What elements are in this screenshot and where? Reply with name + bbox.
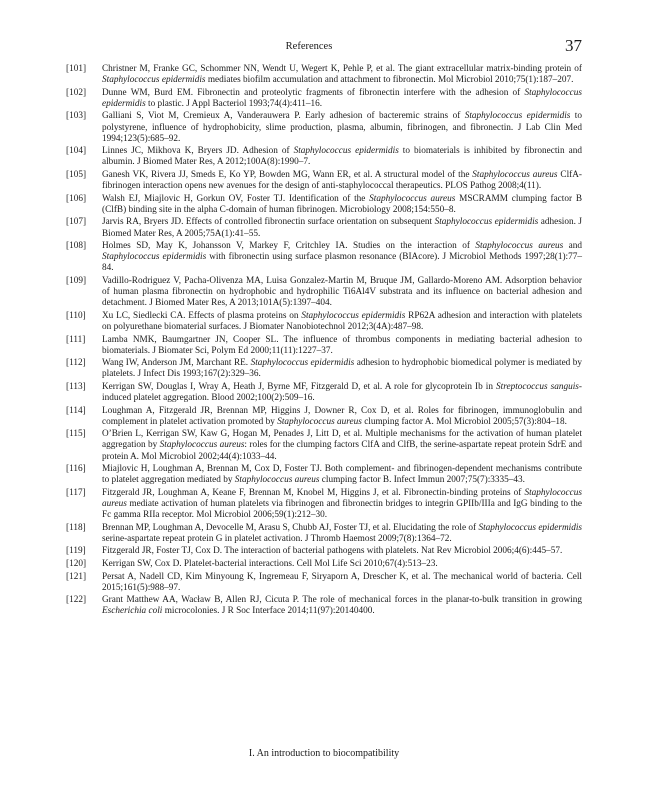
reference-entry [66,88,582,110]
reference-text-segment: Holmes SD, May K, Johansson V, Markey F, Critchley IA. Studies on the interaction of [102,241,476,252]
reference-text-segment: Kerrigan SW, Cox D. Platelet-bacterial interactions. Cell Mol Life Sci 2010;67(4):513–23. [102,558,438,569]
reference-text-segment: Fitzgerald JR, Loughman A, Keane F, Brennan M, Knobel M, Higgins J, et al. Fibronectin-binding proteins of [102,487,525,498]
reference-text-segment: with fibronectin using surface plasmon resonance (BIAcore). J Microbiol Methods 1997;28(1):77–84. [102,252,582,274]
reference-entry [66,335,582,357]
reference-text-segment: Christner M, Franke GC, Schommer NN, Wendt U, Wegert K, Pehle P, et al. The giant extracellular matrix-binding protein of [102,64,582,74]
reference-number: [114] [66,405,86,416]
species-name: Escherichia coli [102,606,163,617]
reference-text-segment: Linnes JC, Mikhova K, Bryers JD. Adhesion of [102,146,294,157]
reference-text [102,146,582,168]
reference-entry [66,382,582,404]
reference-text [102,88,582,110]
reference-text [102,276,582,309]
reference-text [102,546,582,557]
reference-text [102,488,582,521]
reference-entry [66,559,582,570]
species-name: Staphylococcus aureus [234,475,320,486]
reference-text-segment: Jarvis RA, Bryers JD. Effects of controlled fibronectin surface orientation on subsequent [102,217,435,228]
reference-entry [66,358,582,380]
reference-number: [118] [66,522,86,533]
reference-text-segment: Walsh EJ, Miajlovic H, Gorkun OV, Foster TJ. Identification of the [102,193,370,204]
reference-number: [108] [66,241,87,252]
species-name: Staphylococcus aureus [472,169,558,180]
reference-text-segment: Dunne WM, Burd EM. Fibronectin and proteolytic fragments of fibronectin interfere with the adhesion of [102,87,525,98]
reference-text [102,572,582,594]
page-number: 37 [565,36,582,55]
reference-entry [66,311,582,333]
reference-number: [111] [66,334,86,345]
reference-text [102,595,582,617]
reference-entry [66,194,582,216]
reference-entry [66,429,582,462]
reference-number: [122] [66,595,87,606]
species-name: Staphylococcus epidermidis [434,217,539,228]
reference-entry [66,170,582,192]
species-name: Staphylococcus epidermidis [478,522,582,533]
reference-entry [66,572,582,594]
reference-text-segment: adhesion. J Biomed Mater Res, A 2005;75A(1):41–55. [102,217,582,239]
reference-list [66,64,582,619]
species-name: Staphylococcus aureus [277,416,362,427]
reference-text-segment: serine-aspartate repeat protein G in platelet activation. J Thromb Haemost 2009;7(8):1364–72. [102,533,452,544]
reference-number: [102] [66,87,87,98]
reference-text [102,406,582,428]
reference-text [102,217,582,239]
reference-text-segment: Kerrigan SW, Douglas I, Wray A, Heath J, Byrne MF, Fitzgerald D, et al. A role for glycoprotein Ib in [102,381,497,392]
reference-number: [107] [66,217,87,228]
reference-text-segment: Persat A, Nadell CD, Kim Minyoung K, Ingremeau F, Siryaporn A, Drescher K, et al. The mechanical world of bacteria. Cell 2015;161(5):988–97. [102,571,582,593]
reference-text-segment: O’Brien L, Kerrigan SW, Kaw G, Hogan M, Penades J, Litt D, et al. Multiple mechanisms for the activation of human platelet aggregation by [102,429,582,451]
reference-text-segment: and [563,241,582,252]
reference-number: [104] [66,146,87,157]
reference-entry [66,406,582,428]
reference-text-segment: to polystyrene, influence of hydrophobicity, slime production, plasma, albumin, fibrinogen, and fibronectin. J Lab Clin Med 1994;123(5):685–92. [102,111,583,144]
reference-text-segment: MSCRAMM clumping factor B (ClfB) binding site in the alpha C-domain of human fibrinogen. Microbiology 2008;154:550–8. [102,193,583,215]
reference-text-segment: Lamba NMK, Baumgartner JN, Cooper SL. The influence of thrombus components in mediating bacterial adhesion to biomaterials. J Biomater Sci, Polym Ed 2000;11(11):1227–37. [102,334,582,356]
reference-text-segment: to biomaterials is inhibited by fibronectin and albumin. J Biomed Mater Res, A 2012;100A(8):1990–7. [102,146,582,168]
species-name: Staphylococcus epidermidis [464,111,571,122]
reference-number: [116] [66,464,86,475]
reference-text-segment: to plastic. J Appl Bacteriol 1993;74(4):411–16. [145,98,323,109]
reference-number: [106] [66,193,87,204]
species-name: Staphylococcus aureus [102,487,582,510]
reference-text-segment: RP62A adhesion and interaction with platelets on polyurethane biomaterial surfaces. J Biomater Nanobiotechnol 2012;3(4A):487–98. [102,310,582,332]
reference-text-segment: Loughman A, Fitzgerald JR, Brennan MP, Higgins J, Downer R, Cox D, et al. Roles for fibrinogen, immunoglobulin and complement in platelet activation promoted by [102,405,582,427]
species-name: Staphylococcus epidermidis [301,310,406,321]
reference-text [102,194,582,216]
reference-text-segment: : roles for the clumping factors ClfA and ClfB, the serine-aspartate repeat protein SdrE and protein A. Mol Microbiol 2002;44(4):1033–44. [102,440,583,462]
reference-number: [105] [66,169,87,180]
reference-text [102,358,582,380]
reference-text [102,170,582,192]
reference-text-segment: -induced platelet aggregation. Blood 2002;100(2):509–16. [102,381,582,404]
running-title: References [285,41,333,52]
reference-text [102,311,582,333]
reference-text-segment: adhesion to hydrophobic biomedical polymer is mediated by platelets. J Infect Dis 1993;167(2):329–36. [102,358,583,380]
reference-text [102,429,582,462]
species-name: Staphylococcus epidermidis [102,252,207,263]
reference-entry [66,64,582,86]
reference-entry [66,595,582,617]
reference-entry [66,488,582,521]
reference-number: [101] [66,64,87,74]
species-name: Staphylococcus aureus [369,193,456,204]
reference-number: [112] [66,358,86,369]
reference-number: [120] [66,558,87,569]
species-name: Staphylococcus epidermidis [102,87,582,109]
reference-text-segment: Ganesh VK, Rivera JJ, Smeds E, Ko YP, Bowden MG, Wann ER, et al. A structural model of the [102,169,473,180]
reference-text [102,111,582,144]
reference-text [102,559,582,570]
reference-number: [115] [66,429,86,440]
reference-number: [117] [66,487,86,498]
reference-text-segment: clumping factor B. Infect Immun 2007;75(7):3335–43. [319,475,525,486]
species-name: Staphylococcus epidermidis [293,146,399,157]
reference-text-segment: Wang IW, Anderson JM, Marchant RE. [102,358,251,369]
reference-text-segment: Galliani S, Viot M, Cremieux A, Vanderauwera P. Early adhesion of bacteremic strains of [102,111,465,122]
reference-number: [113] [66,381,86,392]
reference-text [102,335,582,357]
species-name: Staphylococcus aureus [475,241,564,252]
reference-text [102,382,582,404]
reference-number: [121] [66,571,87,582]
reference-number: [110] [66,310,86,321]
reference-entry [66,217,582,239]
reference-text-segment: Fitzgerald JR, Foster TJ, Cox D. The interaction of bacterial pathogens with platelets. Nat Rev Microbiol 2006;4(6):445–57. [102,546,563,557]
reference-text-segment: clumping factor A. Mol Microbiol 2005;57(3):804–18. [361,416,567,427]
reference-entry [66,111,582,144]
reference-number: [109] [66,275,87,286]
reference-entry [66,146,582,168]
species-name: Staphylococcus aureus [159,440,245,451]
reference-text-segment: Vadillo-Rodriguez V, Pacha-Olivenza MA, Luisa Gonzalez-Martin M, Bruque JM, Gallardo-Moreno AM. Adsorption behavior of human plasma fibronectin on hydrophobic and hydrophilic Ti6Al4V substrata and its influence on bacterial adhesion and detachment. J Biomed Mater Res, A 2013;101A(5):1397–404. [102,275,582,309]
page-header [66,36,582,55]
reference-text-segment: Xu LC, Siedlecki CA. Effects of plasma proteins on [102,310,302,321]
reference-text-segment: Grant Matthew AA, Wacław B, Allen RJ, Cicuta P. The role of mechanical forces in the planar-to-bulk transition in growing [102,595,582,606]
reference-text-segment: mediates biofilm accumulation and attachment to fibronectin. Mol Microbiol 2010;75(1):187–207. [205,75,574,86]
reference-text [102,523,582,545]
reference-entry [66,276,582,309]
reference-text-segment: microcolonies. J R Soc Interface 2014;11(97):20140400. [162,606,375,617]
reference-text-segment: ClfA-fibrinogen interaction opens new avenues for the design of anti-staphylococcal therapeutics. PLOS Pathog 2008;4(11). [102,169,582,192]
reference-text [102,241,582,274]
reference-number: [103] [66,111,87,122]
species-name: Staphylococcus epidermidis [250,358,355,369]
reference-text [102,64,582,86]
page-footer: I. An introduction to biocompatibility [248,748,400,759]
species-name: Staphylococcus epidermidis [102,75,206,86]
reference-entry [66,241,582,274]
reference-text-segment: mediate activation of human platelets via fibrinogen and fibronectin bridges to integrin GPIIb/IIIa and IgG binding to the Fc gamma RIIa receptor. Mol Microbiol 2006;59(1):212–30. [102,499,582,521]
reference-entry [66,546,582,557]
reference-entry [66,464,582,486]
reference-text [102,464,582,486]
species-name: Streptococcus sanguis [496,381,579,392]
reference-entry [66,523,582,545]
reference-number: [119] [66,546,86,557]
reference-text-segment: Miajlovic H, Loughman A, Brennan M, Cox D, Foster TJ. Both complement- and fibrinogen-dependent mechanisms contribute to platelet aggregation mediated by [102,464,582,486]
reference-text-segment: Brennan MP, Loughman A, Devocelle M, Arasu S, Chubb AJ, Foster TJ, et al. Elucidating the role of [102,522,479,533]
